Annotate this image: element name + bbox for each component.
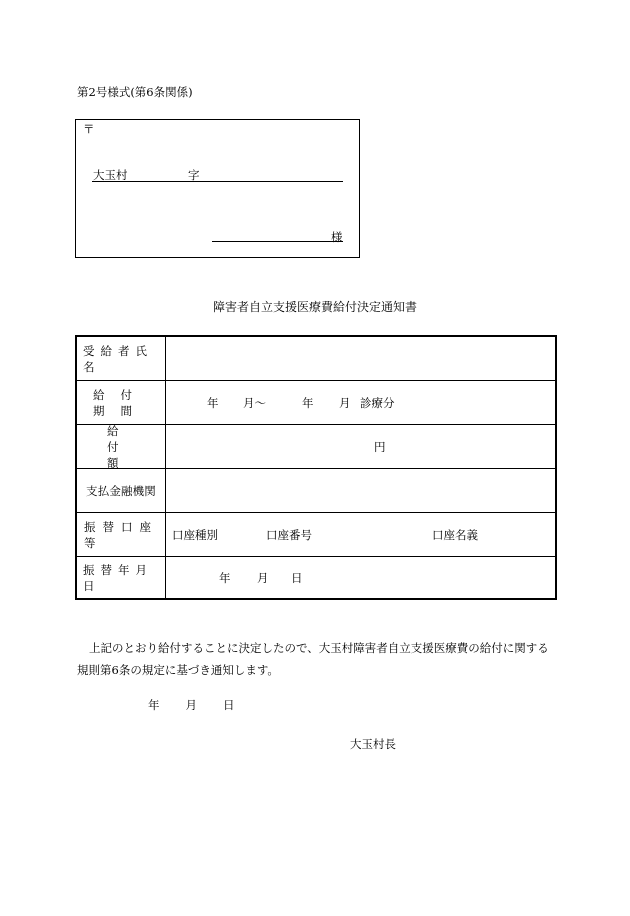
address-box bbox=[75, 119, 360, 258]
period-year2: 年 bbox=[302, 395, 314, 410]
form-number: 第2号様式(第6条関係) bbox=[77, 85, 193, 99]
payment-amount-label: 給付額 bbox=[77, 425, 166, 468]
payment-amount-unit: 円 bbox=[374, 439, 386, 454]
postal-mark: 〒 bbox=[83, 122, 95, 136]
table-row bbox=[77, 557, 555, 598]
aza-label: 字 bbox=[188, 168, 200, 182]
signer: 大玉村長 bbox=[350, 737, 396, 751]
financial-institution-label: 支払金融機関 bbox=[77, 469, 166, 512]
transfer-year: 年 bbox=[219, 570, 231, 585]
account-type: 口座種別 bbox=[172, 527, 218, 542]
village-name: 大玉村 bbox=[93, 168, 128, 182]
account-number: 口座番号 bbox=[266, 527, 312, 542]
table-row bbox=[77, 337, 555, 381]
account-holder: 口座名義 bbox=[432, 527, 478, 542]
period-suffix: 診療分 bbox=[360, 395, 395, 410]
table-row bbox=[77, 513, 555, 557]
address-underline bbox=[92, 181, 343, 182]
notification-paragraph: 上記のとおり給付することに決定したので、大玉村障害者自立支援医療費の給付に関する規則第6条の規定に基づき通知します。 bbox=[77, 641, 549, 677]
honorific-sama: 様 bbox=[331, 230, 343, 244]
document-title: 障害者自立支援医療費給付決定通知書 bbox=[212, 300, 417, 314]
period-year1: 年 bbox=[207, 395, 219, 410]
period-month2: 月 bbox=[339, 395, 351, 410]
transfer-month: 月 bbox=[257, 570, 269, 585]
table-row bbox=[77, 469, 555, 513]
table-row bbox=[77, 425, 555, 469]
notification-table bbox=[75, 335, 557, 600]
notice-date: 年 月 日 bbox=[148, 698, 235, 712]
transfer-account-label: 振替口座等 bbox=[77, 513, 166, 556]
name-underline bbox=[212, 241, 343, 242]
transfer-date-label: 振替年月日 bbox=[77, 557, 166, 598]
period-month1: 月〜 bbox=[243, 395, 266, 410]
transfer-day: 日 bbox=[291, 570, 303, 585]
payment-period-label: 給付期間 bbox=[77, 381, 166, 424]
table-row bbox=[77, 381, 555, 425]
recipient-name-label: 受給者氏名 bbox=[77, 337, 166, 380]
